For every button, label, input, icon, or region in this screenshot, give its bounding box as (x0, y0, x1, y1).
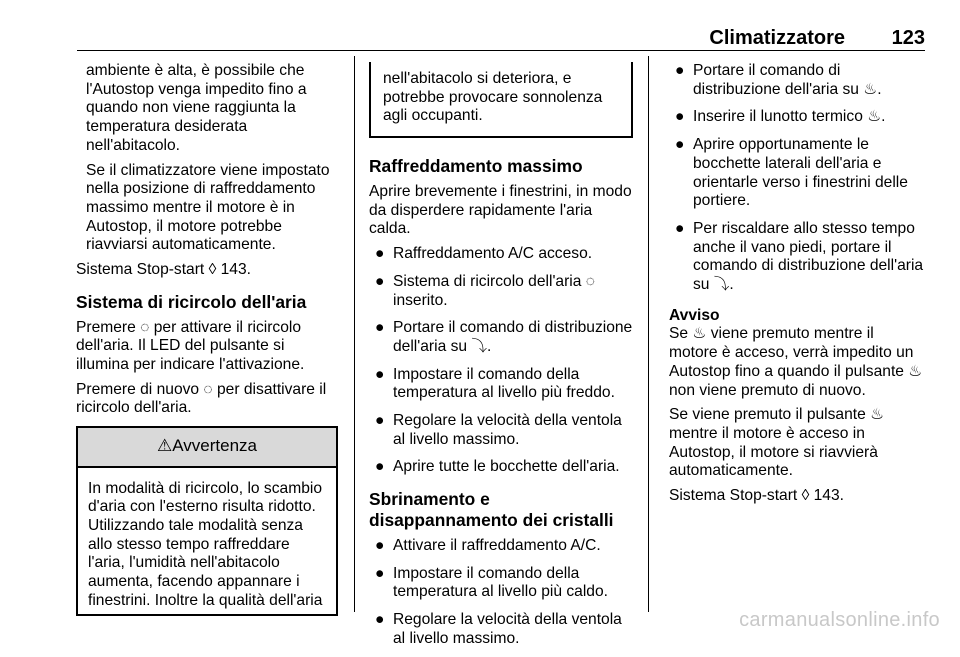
note-text: Se ♨ viene premuto mentre il motore è acceso, verrà impedito un Autostop fino a quando il pulsante ♨ non viene premuto di nuovo. (669, 325, 923, 399)
watermark: carmanualsonline.info (739, 609, 940, 631)
chapter-title: Climatizzatore (709, 27, 845, 49)
list-item: ● Attivare il raffreddamento A/C. (375, 536, 601, 554)
paragraph: Premere di nuovo ◌ per disattivare il ricircolo dell'aria. (76, 380, 327, 417)
page-number: 123 (891, 27, 925, 49)
list-item: ● Impostare il comando della temperatura al livello più freddo. (375, 365, 615, 402)
list-item: ● Portare il comando di distribuzione dell'aria su ⤵. (375, 319, 633, 355)
defrost-list-continued (669, 62, 925, 295)
warning-text: In modalità di ricircolo, lo scambio d'aria con l'esterno risulta ridotto. Utilizzando tale modalità senza allo stesso tempo raffreddare l'aria, l'umidità nell'abitacolo aumenta, facendo appannare i finestrini. Inoltre la qualità dell'aria (88, 479, 323, 609)
column-divider-2 (648, 56, 649, 612)
section-heading-recirculation: Sistema di ricircolo dell'aria (76, 291, 307, 312)
list-item: ● Portare il comando di distribuzione dell'aria su ♨. (675, 62, 882, 98)
defrost-list (369, 537, 633, 649)
page-header (77, 26, 925, 50)
list-item: ● Impostare il comando della temperatura al livello più caldo. (375, 564, 608, 601)
cross-reference: Sistema Stop-start ◊ 143. (669, 487, 844, 505)
paragraph: Premere ◌ per attivare il ricircolo dell'aria. Il LED del pulsante si illumina per indicare l'attivazione. (76, 318, 305, 374)
cooling-list (369, 245, 633, 477)
list-item: ● Regolare la velocità della ventola al livello massimo. (375, 412, 622, 448)
cross-reference: Sistema Stop-start ◊ 143. (76, 261, 251, 279)
paragraph: Se il climatizzatore viene impostato nella posizione di raffreddamento massimo mentre il motore è in Autostop, il motore potrebbe riavviarsi automaticamente. (86, 161, 330, 254)
list-item: ● Aprire tutte le bocchette dell'aria. (375, 458, 620, 476)
list-item: ● Regolare la velocità della ventola al livello massimo. (375, 610, 622, 647)
section-heading-defrost: Sbrinamento e disappannamento dei cristalli (369, 489, 614, 530)
warning-box-continued: nell'abitacolo si deteriora, e potrebbe provocare sonnolenza agli occupanti. (369, 62, 633, 138)
list-item: ● Inserire il lunotto termico ♨. (675, 108, 886, 126)
note-text: Se viene premuto il pulsante ♨ mentre il motore è acceso in Autostop, il motore si riavvierà automaticamente. (669, 406, 885, 480)
note-title: Avviso (669, 306, 720, 324)
column-divider-1 (354, 56, 355, 612)
warning-box (76, 426, 338, 616)
paragraph: Aprire brevemente i finestrini, in modo da disperdere rapidamente l'aria calda. (369, 182, 632, 238)
column-1 (76, 62, 338, 616)
header-rule (77, 50, 925, 51)
section-heading-max-cooling: Raffreddamento massimo (369, 156, 583, 177)
warning-title: ⚠Avvertenza (78, 428, 336, 467)
column-3 (669, 62, 925, 512)
list-item: ● Per riscaldare allo stesso tempo anche il vano piedi, portare il comando di distribuzione dell'aria su ⤵. (675, 219, 924, 294)
column-2 (369, 66, 633, 657)
paragraph: ambiente è alta, è possibile che l'Autostop venga impedito fino a quando non viene raggiunta la temperatura desiderata nell'abitacolo. (86, 62, 307, 154)
list-item: ● Raffreddamento A/C acceso. (375, 245, 593, 263)
list-item: ● Aprire opportunamente le bocchette laterali dell'aria e orientarle verso i finestrini delle portiere. (675, 136, 908, 210)
list-item: ● Sistema di ricircolo dell'aria ◌ inserito. (375, 272, 596, 309)
